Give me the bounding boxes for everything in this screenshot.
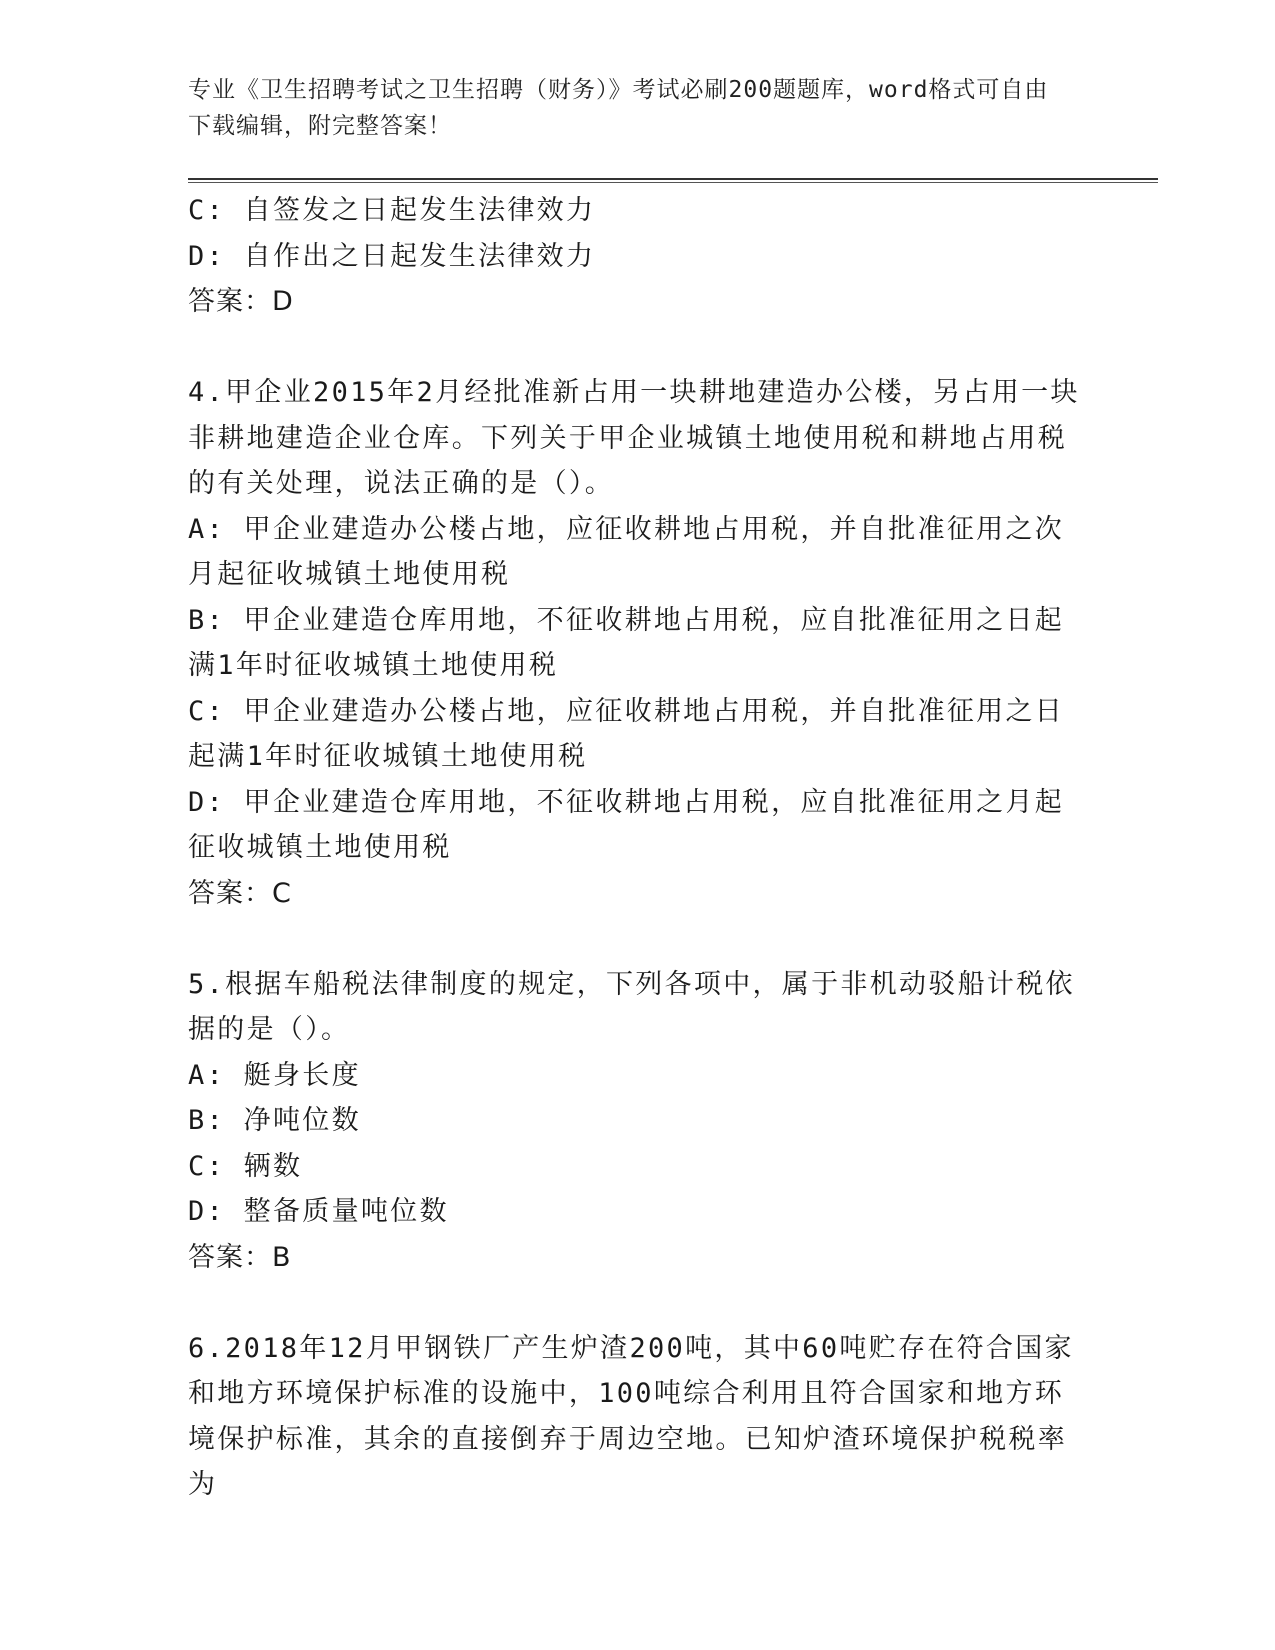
question-4 [188,370,1088,916]
question-stem: 4.甲企业2015年2月经批准新占用一块耕地建造办公楼，另占用一块非耕地建造企业仓库。下列关于甲企业城镇土地使用税和耕地占用税的有关处理，说法正确的是（）。 [188,377,1080,499]
previous-question-tail [188,188,1088,325]
answer: 答案：D [188,286,294,317]
option-a: A: 甲企业建造办公楼占地，应征收耕地占用税，并自批准征用之次月起征收城镇土地使用税 [188,513,1065,590]
header-rule-secondary [188,182,1158,183]
answer: 答案：B [188,1241,292,1273]
option-d: D: 甲企业建造仓库用地，不征收耕地占用税，应自批准征用之月起征收城镇土地使用税 [188,786,1065,863]
question-stem: 6.2018年12月甲钢铁厂产生炉渣200吨，其中60吨贮存在符合国家和地方环境保护标准的设施中，100吨综合利用且符合国家和地方环境保护标准，其余的直接倒弃于周边空地。已知炉渣环境保护税税率为 [188,1332,1074,1500]
answer: 答案：C [188,877,292,909]
option-a: A: 艇身长度 [188,1059,361,1091]
question-5 [188,962,1088,1281]
question-6 [188,1326,1088,1508]
option-c: C: 辆数 [188,1150,303,1182]
question-stem: 5.根据车船税法律制度的规定，下列各项中，属于非机动驳船计税依据的是（）。 [188,968,1075,1045]
option-c: C: 甲企业建造办公楼占地，应征收耕地占用税，并自批准征用之日起满1年时征收城镇土地使用税 [188,695,1065,772]
option-d: D: 自作出之日起发生法律效力 [188,240,596,272]
option-b: B: 净吨位数 [188,1105,361,1136]
option-d: D: 整备质量吨位数 [188,1196,449,1227]
page-header: 专业《卫生招聘考试之卫生招聘（财务）》考试必刷200题题库，word格式可自由下载编辑，附完整答案！ [188,77,1049,139]
document-body [188,188,1088,1508]
option-c: C: 自签发之日起发生法律效力 [188,195,596,226]
option-b: B: 甲企业建造仓库用地，不征收耕地占用税，应自批准征用之日起满1年时征收城镇土地使用税 [188,604,1065,681]
header-rule [188,178,1158,180]
